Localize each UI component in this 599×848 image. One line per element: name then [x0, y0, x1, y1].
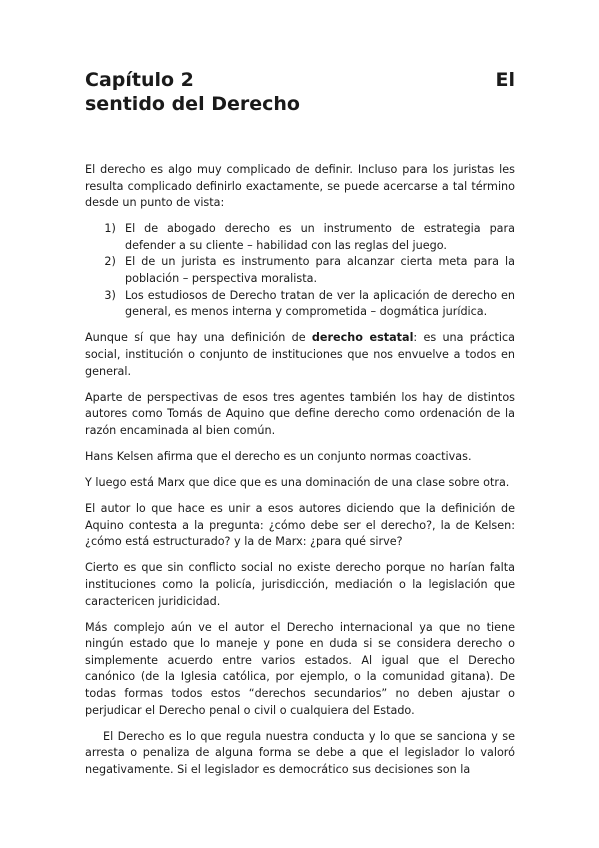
- text-before: Aunque sí que hay una definición de: [85, 331, 312, 345]
- paragraph-regula: El Derecho es lo que regula nuestra conducta y lo que se sanciona y se arresta o penaliza de alguna forma se debe a que el legislador lo valoró negativamente. Si el legislador es democrático sus decisiones son la: [85, 729, 515, 776]
- chapter-title-line2: sentido del Derecho: [85, 93, 300, 115]
- text-after: : es una práctica social, institución o conjunto de instituciones que nos envuelve a todos en general.: [85, 331, 515, 378]
- bold-term: derecho estatal: [311, 331, 414, 345]
- chapter-title-line1: [85, 68, 515, 92]
- paragraph-derecho-estatal: [85, 330, 515, 380]
- paragraph-autor: El autor lo que hace es unir a esos autores diciendo que la definición de Aquino contesta a la pregunta: ¿cómo debe ser el derecho?, la de Kelsen: ¿cómo está estructurado? y la de Marx: ¿para qué sirve?: [85, 502, 515, 549]
- chapter-title: [85, 68, 515, 116]
- paragraph-aquino: Aparte de perspectivas de esos tres agentes también los hay de distintos autores como Tomás de Aquino que define derecho como ordenación de la razón encaminada al bien común.: [85, 390, 515, 437]
- chapter-number: Capítulo 2: [85, 69, 194, 91]
- perspectives-list: [85, 221, 515, 321]
- chapter-title-word: El: [495, 69, 515, 91]
- paragraph-conflicto: Cierto es que sin conflicto social no existe derecho porque no harían falta instituciones como la policía, jurisdicción, mediación o la legislación que caractericen juridicidad.: [85, 561, 515, 608]
- document-page: [85, 68, 515, 788]
- paragraph-intro: El derecho es algo muy complicado de definir. Incluso para los juristas les resulta complicado definirlo exactamente, se puede acercarse a tal término desde un punto de vista:: [85, 163, 515, 210]
- paragraph-kelsen: Hans Kelsen afirma que el derecho es un conjunto normas coactivas.: [85, 449, 472, 463]
- paragraph-internacional: Más complejo aún ve el autor el Derecho internacional ya que no tiene ningún estado que lo maneje y pone en duda si se considera derecho o simplemente acuerdo entre varios estados. Al igual que el Derecho canónico (de la Iglesia católica, por ejemplo, o la comunidad gitana). De todas formas todos estos “derechos secundarios” no deben ajustar o perjudicar el Derecho penal o civil o cualquiera del Estado.: [85, 620, 515, 717]
- list-item: 1. El de abogado derecho es un instrumento de estrategia para defender a su cliente – habilidad con las reglas del juego.: [123, 221, 515, 254]
- list-item: 3. Los estudiosos de Derecho tratan de ver la aplicación de derecho en general, es menos interna y comprometida – dogmática jurídica.: [123, 288, 515, 321]
- list-item: 2. El de un jurista es instrumento para alcanzar cierta meta para la población – perspectiva moralista.: [123, 254, 515, 287]
- paragraph-marx: Y luego está Marx que dice que es una dominación de una clase sobre otra.: [85, 476, 510, 489]
